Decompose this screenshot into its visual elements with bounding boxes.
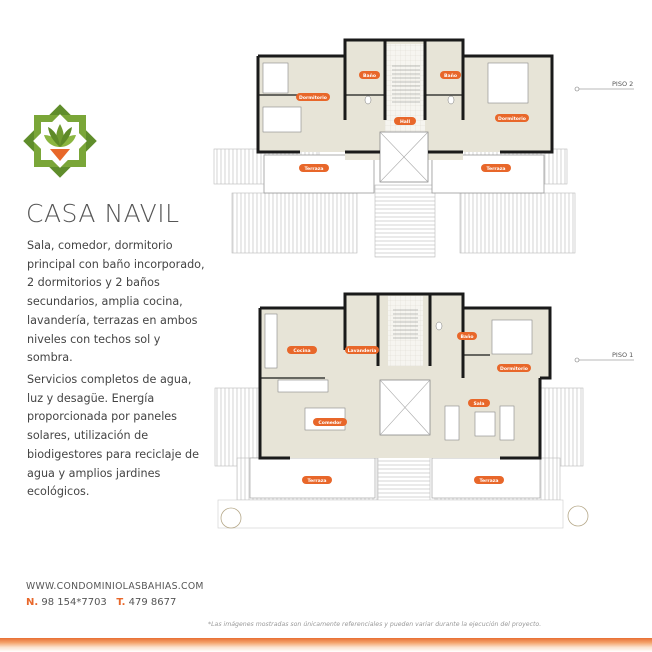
svg-text:Terraza: Terraza <box>304 166 324 172</box>
svg-text:Hall: Hall <box>399 119 411 125</box>
floor-label-upper: PISO 2 <box>612 80 634 88</box>
description-services: Servicios completos de agua, luz y desagüe. Energía proporcionada por paneles solares, utilización de biodigestores para reciclaje de agua y amplios jardines ecológicos. <box>27 373 200 499</box>
floor-label-lower: PISO 1 <box>612 351 634 359</box>
svg-text:Dormitorio: Dormitorio <box>299 95 327 101</box>
room-tag-bano-upper-right <box>440 71 461 79</box>
room-tag-bano-upper-left <box>359 71 380 79</box>
contact-info <box>26 597 176 608</box>
svg-text:Lavandería: Lavandería <box>347 348 377 354</box>
description-amenities: Sala, comedor, dormitorio principal con baño incorporado, 2 dormitorios y 2 baños secundarios, amplia cocina, lavandería, terrazas en ambos niveles con techos sol y sombra. <box>27 239 205 365</box>
svg-text:Cocina: Cocina <box>293 348 311 354</box>
room-tag-dormitorio-lower <box>497 364 531 372</box>
phone-n-value: 98 154*7703 <box>41 597 107 608</box>
svg-text:Sala: Sala <box>473 401 485 407</box>
svg-text:Baño: Baño <box>362 73 377 79</box>
bottom-accent-bar <box>0 638 652 652</box>
room-tag-hall <box>394 117 416 125</box>
floor-plan-upper <box>214 40 634 257</box>
svg-text:Comedor: Comedor <box>318 420 342 426</box>
room-tag-dormitorio-upper-right <box>495 114 529 122</box>
room-tag-bano-lower <box>457 332 477 340</box>
phone-t-label: T. <box>116 597 126 608</box>
website-link[interactable]: WWW.CONDOMINIOLASBAHIAS.COM <box>26 581 204 592</box>
room-tag-sala <box>468 399 490 407</box>
svg-text:Dormitorio: Dormitorio <box>498 116 526 122</box>
room-tag-terraza-upper-left <box>299 164 329 172</box>
svg-text:Baño: Baño <box>460 334 474 340</box>
svg-text:Terraza: Terraza <box>479 478 499 484</box>
phone-n-label: N. <box>26 597 39 608</box>
room-tag-cocina <box>287 346 317 354</box>
phone-t-value: 479 8677 <box>128 597 177 608</box>
svg-text:Terraza: Terraza <box>307 478 327 484</box>
room-tag-comedor <box>313 418 347 426</box>
room-tag-dormitorio-upper-left <box>296 93 330 101</box>
svg-text:Terraza: Terraza <box>486 166 506 172</box>
svg-text:Dormitorio: Dormitorio <box>500 366 528 372</box>
floor-plan-lower <box>215 294 634 528</box>
disclaimer: *Las imágenes mostradas son únicamente referenciales y pueden variar durante la ejecución del proyecto. <box>208 621 542 628</box>
room-tag-lavanderia <box>345 346 379 354</box>
room-tag-terraza-upper-right <box>481 164 511 172</box>
page-title: CASA NAVIL <box>26 199 180 228</box>
room-tag-terraza-lower-left <box>302 476 332 484</box>
svg-text:Baño: Baño <box>443 73 458 79</box>
room-tag-terraza-lower-right <box>474 476 504 484</box>
